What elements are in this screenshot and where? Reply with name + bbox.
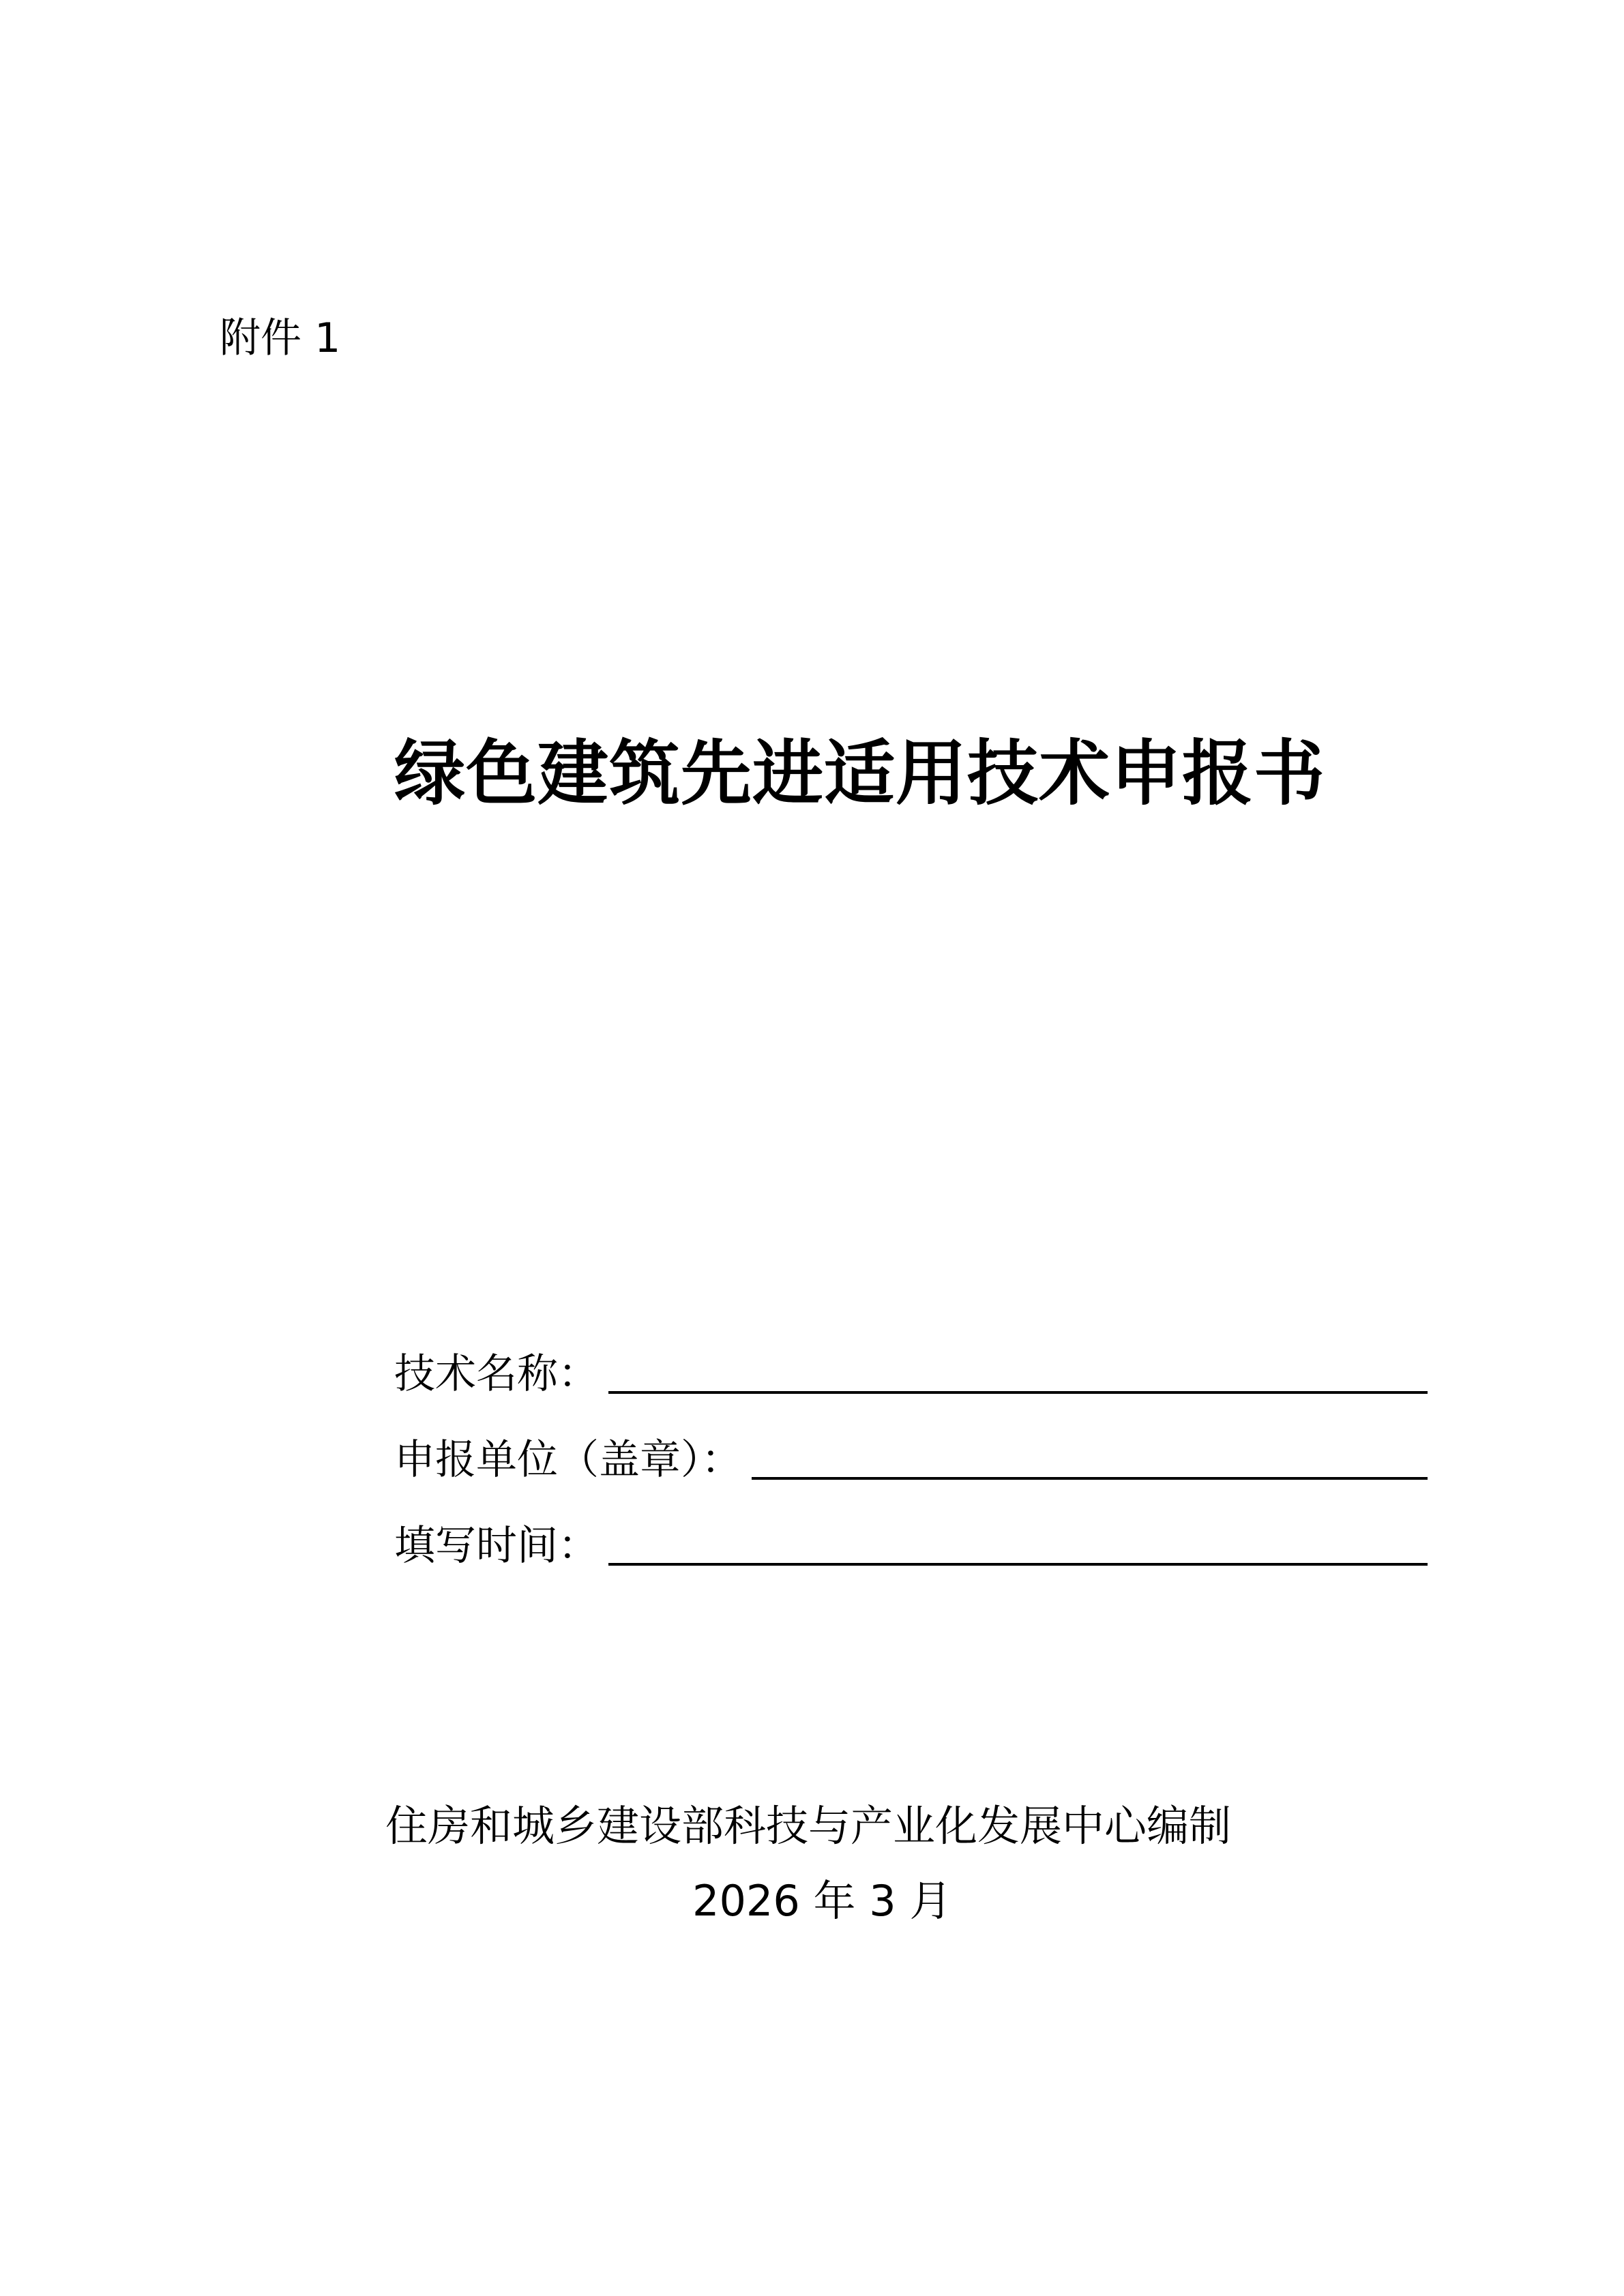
fill-date-blank[interactable] [608, 1563, 1428, 1566]
field-fill-date [394, 1522, 1428, 1570]
field-label: 填写时间： [394, 1522, 599, 1570]
field-label: 技术名称： [394, 1350, 599, 1398]
field-technology-name [394, 1350, 1428, 1398]
compiler-organization: 住房和城乡建设部科技与产业化发展中心编制 [385, 1801, 1232, 1851]
attachment-label: 附件 1 [220, 314, 341, 362]
document-title: 绿色建筑先进适用技术申报书 [394, 732, 1326, 815]
technology-name-blank[interactable] [608, 1391, 1428, 1394]
field-label: 申报单位（盖章）： [394, 1436, 742, 1484]
field-applicant-unit [394, 1436, 1428, 1484]
compile-date: 2026 年 3 月 [692, 1876, 952, 1926]
applicant-unit-blank[interactable] [752, 1477, 1428, 1480]
